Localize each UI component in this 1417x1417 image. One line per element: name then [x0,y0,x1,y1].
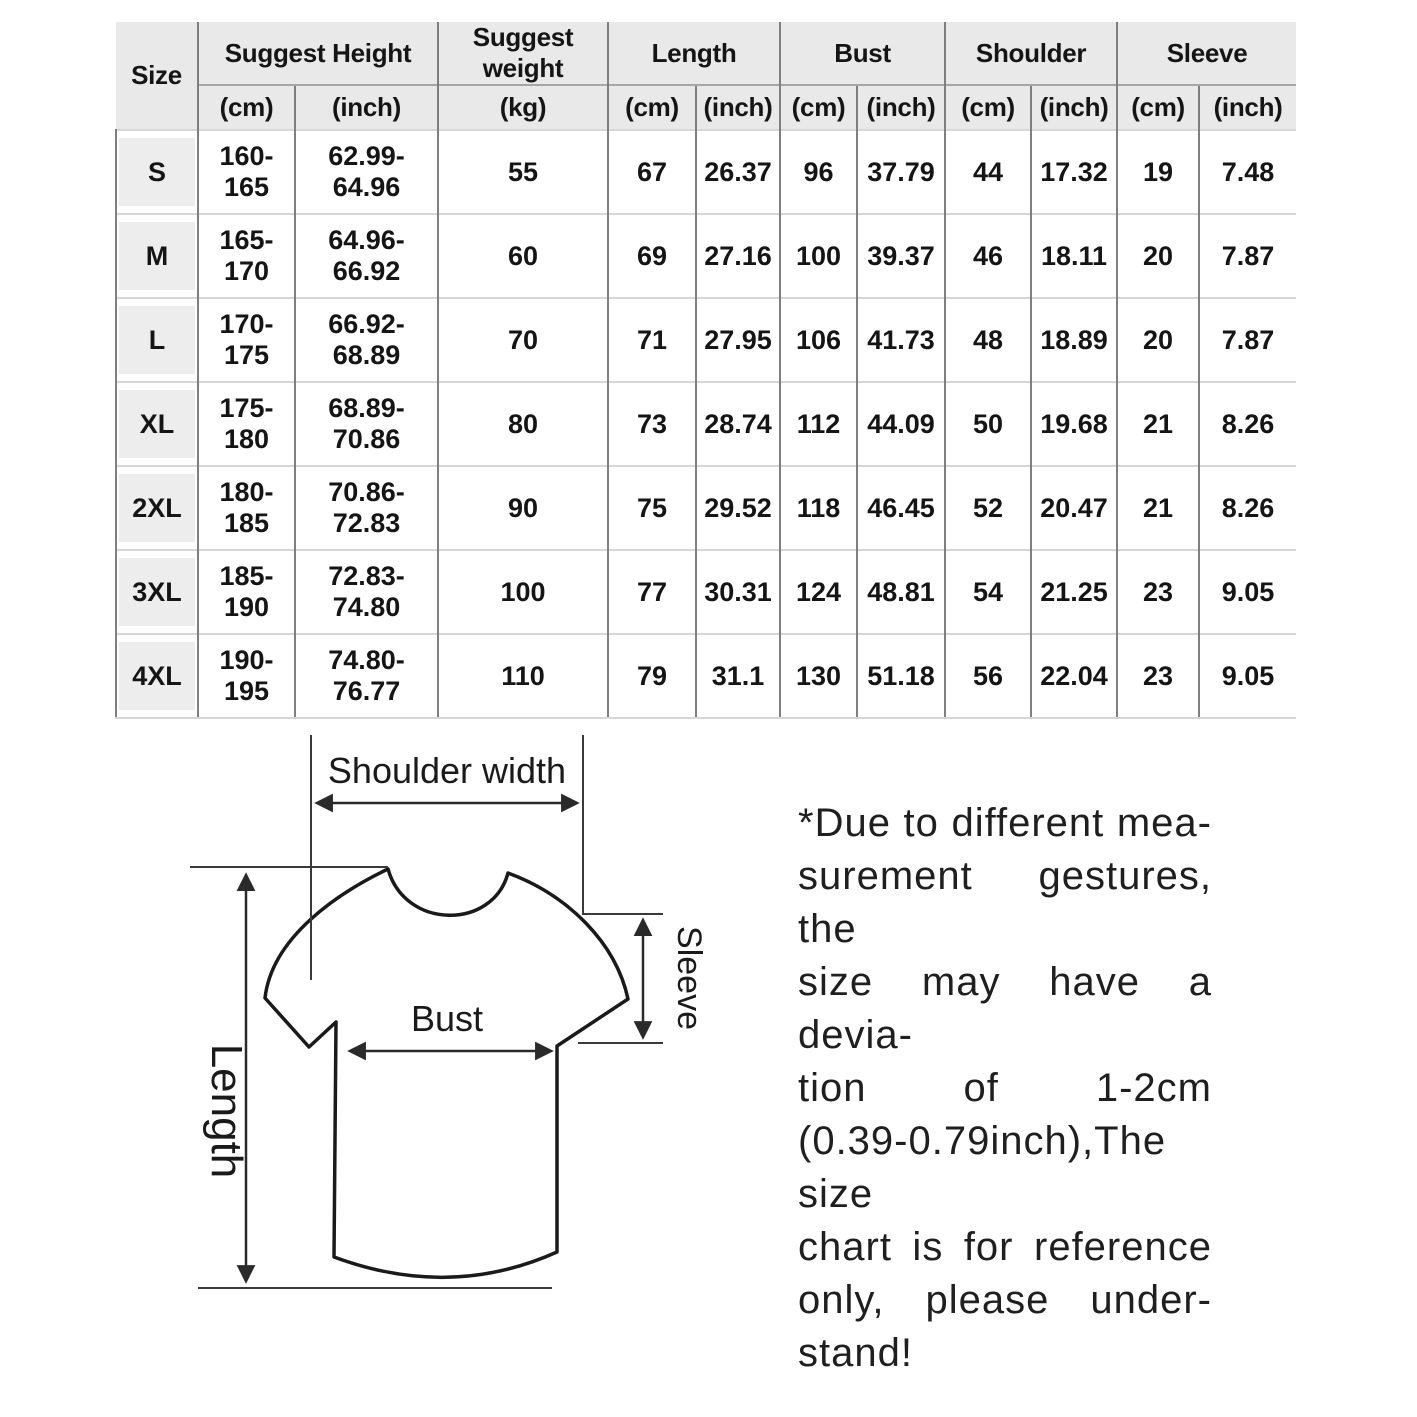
cell-bust_inch: 37.79 [857,130,945,214]
cell-length_cm: 79 [608,634,696,718]
subheader-sleeve-cm: (cm) [1117,85,1199,130]
subheader-shoulder-inch: (inch) [1031,85,1117,130]
size-badge: L [119,306,195,374]
cell-size [116,130,198,214]
cell-height_inch: 66.92-68.89 [295,298,438,382]
tshirt-measurement-diagram [100,715,720,1335]
cell-bust_inch: 39.37 [857,214,945,298]
note-line: surement gestures, the [798,854,1212,951]
cell-sleeve_inch: 7.87 [1199,214,1296,298]
subheader-length-inch: (inch) [696,85,780,130]
cell-height_inch: 74.80-76.77 [295,634,438,718]
cell-shoulder_inch: 19.68 [1031,382,1117,466]
cell-length_cm: 73 [608,382,696,466]
cell-shoulder_inch: 17.32 [1031,130,1117,214]
cell-height_cm: 160-165 [198,130,295,214]
cell-shoulder_cm: 52 [945,466,1031,550]
shoulder-width-label: Shoulder width [327,750,567,791]
cell-sleeve_cm: 23 [1117,550,1199,634]
cell-height_inch: 68.89-70.86 [295,382,438,466]
cell-size [116,550,198,634]
table-header [116,22,1296,130]
cell-bust_inch: 44.09 [857,382,945,466]
cell-height_inch: 72.83-74.80 [295,550,438,634]
cell-shoulder_cm: 54 [945,550,1031,634]
cell-bust_cm: 106 [780,298,857,382]
size-chart-table [115,22,1296,719]
cell-weight_kg: 110 [438,634,608,718]
cell-sleeve_inch: 7.87 [1199,298,1296,382]
size-badge: S [119,138,195,206]
subheader-weight-kg: (kg) [438,85,608,130]
cell-length_inch: 31.1 [696,634,780,718]
cell-height_cm: 175-180 [198,382,295,466]
cell-shoulder_cm: 44 [945,130,1031,214]
cell-length_inch: 28.74 [696,382,780,466]
size-badge: 3XL [119,558,195,626]
note-line: size may have a devia- [798,960,1212,1057]
cell-bust_inch: 51.18 [857,634,945,718]
cell-height_cm: 170-175 [198,298,295,382]
cell-size [116,634,198,718]
note-line: only, please under- [798,1278,1212,1322]
col-header-sleeve: Sleeve [1117,22,1296,85]
size-badge: M [119,222,195,290]
cell-weight_kg: 55 [438,130,608,214]
cell-sleeve_cm: 21 [1117,382,1199,466]
table-row [116,550,1296,634]
table-row [116,130,1296,214]
subheader-length-cm: (cm) [608,85,696,130]
table-row [116,298,1296,382]
cell-bust_inch: 48.81 [857,550,945,634]
cell-length_cm: 75 [608,466,696,550]
cell-shoulder_cm: 56 [945,634,1031,718]
subheader-bust-inch: (inch) [857,85,945,130]
note-line: tion of 1-2cm [798,1066,1212,1110]
cell-shoulder_cm: 48 [945,298,1031,382]
cell-size [116,466,198,550]
cell-sleeve_inch: 9.05 [1199,634,1296,718]
cell-length_inch: 29.52 [696,466,780,550]
cell-shoulder_inch: 18.11 [1031,214,1117,298]
cell-length_cm: 71 [608,298,696,382]
col-header-suggest-height: Suggest Height [198,22,438,85]
cell-length_cm: 69 [608,214,696,298]
col-header-size: Size [116,22,198,130]
cell-weight_kg: 70 [438,298,608,382]
col-header-bust: Bust [780,22,945,85]
note-line: *Due to different mea- [798,801,1212,845]
cell-height_cm: 190-195 [198,634,295,718]
subheader-shoulder-cm: (cm) [945,85,1031,130]
note-line: stand! [798,1331,913,1375]
cell-bust_cm: 96 [780,130,857,214]
size-badge: 4XL [119,642,195,710]
cell-size [116,298,198,382]
cell-bust_cm: 112 [780,382,857,466]
cell-weight_kg: 90 [438,466,608,550]
cell-bust_cm: 130 [780,634,857,718]
cell-weight_kg: 100 [438,550,608,634]
table-row [116,466,1296,550]
col-header-suggest-weight: Suggest weight [438,22,608,85]
cell-length_inch: 27.95 [696,298,780,382]
cell-shoulder_inch: 18.89 [1031,298,1117,382]
table-row [116,634,1296,718]
length-label: Length [202,1043,251,1179]
cell-bust_cm: 118 [780,466,857,550]
cell-bust_inch: 41.73 [857,298,945,382]
cell-height_cm: 185-190 [198,550,295,634]
size-badge: 2XL [119,474,195,542]
sleeve-label: Sleeve [670,926,708,1030]
cell-shoulder_inch: 22.04 [1031,634,1117,718]
cell-sleeve_inch: 7.48 [1199,130,1296,214]
cell-bust_cm: 100 [780,214,857,298]
cell-sleeve_cm: 20 [1117,298,1199,382]
bust-label: Bust [410,998,484,1039]
cell-shoulder_inch: 20.47 [1031,466,1117,550]
cell-length_cm: 77 [608,550,696,634]
cell-bust_inch: 46.45 [857,466,945,550]
table-row [116,382,1296,466]
cell-height_cm: 180-185 [198,466,295,550]
cell-weight_kg: 80 [438,382,608,466]
cell-height_inch: 64.96-66.92 [295,214,438,298]
tshirt-outline [265,869,628,1277]
cell-length_inch: 30.31 [696,550,780,634]
note-text [798,797,1212,1380]
table-row [116,214,1296,298]
col-header-shoulder: Shoulder [945,22,1117,85]
cell-length_cm: 67 [608,130,696,214]
subheader-bust-cm: (cm) [780,85,857,130]
cell-height_inch: 62.99-64.96 [295,130,438,214]
cell-shoulder_inch: 21.25 [1031,550,1117,634]
note-line: chart is for reference [798,1225,1212,1269]
cell-height_inch: 70.86-72.83 [295,466,438,550]
cell-sleeve_cm: 19 [1117,130,1199,214]
subheader-sleeve-inch: (inch) [1199,85,1296,130]
cell-length_inch: 26.37 [696,130,780,214]
cell-weight_kg: 60 [438,214,608,298]
cell-length_inch: 27.16 [696,214,780,298]
cell-shoulder_cm: 50 [945,382,1031,466]
subheader-height-inch: (inch) [295,85,438,130]
subheader-height-cm: (cm) [198,85,295,130]
cell-bust_cm: 124 [780,550,857,634]
size-table-body [116,130,1296,718]
cell-size [116,214,198,298]
cell-sleeve_inch: 8.26 [1199,382,1296,466]
cell-sleeve_inch: 9.05 [1199,550,1296,634]
cell-shoulder_cm: 46 [945,214,1031,298]
cell-size [116,382,198,466]
cell-sleeve_cm: 23 [1117,634,1199,718]
size-badge: XL [119,390,195,458]
col-header-length: Length [608,22,780,85]
cell-height_cm: 165-170 [198,214,295,298]
cell-sleeve_inch: 8.26 [1199,466,1296,550]
cell-sleeve_cm: 21 [1117,466,1199,550]
cell-sleeve_cm: 20 [1117,214,1199,298]
note-line: (0.39-0.79inch),The size [798,1119,1167,1216]
